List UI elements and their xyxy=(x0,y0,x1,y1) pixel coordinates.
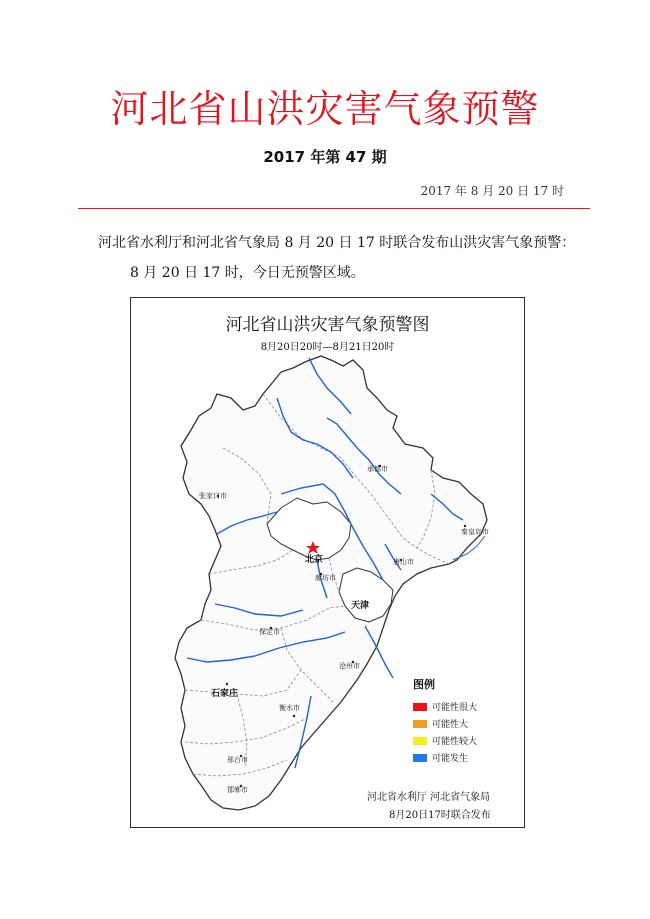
city-label-shijiazhuang: 石家庄 xyxy=(211,689,239,699)
legend-item xyxy=(413,715,477,732)
city-label-qinhuangdao: 秦皇岛市 xyxy=(461,528,489,536)
city-label-langfang: 廊坊市 xyxy=(315,574,336,582)
legend-item xyxy=(413,732,477,749)
city-label-hengshui: 衡水市 xyxy=(279,704,300,712)
legend-label: 可能性很大 xyxy=(432,703,478,713)
legend-swatch-very-likely xyxy=(413,703,427,711)
legend-label: 可能性大 xyxy=(432,720,469,730)
city-label-handan: 邯郸市 xyxy=(227,786,248,794)
document-title: 河北省山洪灾害气象预警 xyxy=(110,87,540,131)
city-label-zhangjiakou: 张家口市 xyxy=(199,492,227,500)
legend-swatch-likely xyxy=(413,720,427,728)
city-label-tianjin: 天津 xyxy=(351,601,370,611)
city-label-cangzhou: 沧州市 xyxy=(339,662,360,670)
red-divider xyxy=(78,208,590,209)
legend-item xyxy=(413,749,477,766)
city-label-beijing: 北京 xyxy=(305,555,324,565)
map-publisher: 河北省水利厅 河北省气象局 xyxy=(367,792,491,803)
map-title: 河北省山洪灾害气象预警图 xyxy=(225,315,430,335)
warning-map xyxy=(130,297,525,828)
legend-swatch-possible xyxy=(413,754,427,762)
issue-number: 2017 年第 47 期 xyxy=(263,148,387,166)
city-label-tangshan: 唐山市 xyxy=(393,558,414,566)
legend-item xyxy=(413,698,477,715)
map-time-range: 8月20日20时—8月21日20时 xyxy=(260,342,395,353)
issue-date: 2017 年 8 月 20 日 17 时 xyxy=(420,184,564,198)
legend-label: 可能性较大 xyxy=(432,737,478,747)
city-label-xingtai: 邢台市 xyxy=(227,756,248,764)
announcement-text: 河北省水利厅和河北省气象局 8 月 20 日 17 时联合发布山洪灾害气象预警： xyxy=(98,235,576,251)
warning-status-text: 8 月 20 日 17 时，今日无预警区域。 xyxy=(130,265,365,281)
legend-label: 可能发生 xyxy=(432,754,469,764)
legend-title: 图例 xyxy=(413,678,435,691)
city-label-chengde: 承德市 xyxy=(367,465,388,473)
city-label-baoding: 保定市 xyxy=(259,628,280,636)
map-publish-time: 8月20日17时联合发布 xyxy=(389,810,491,821)
legend-swatch-fairly-likely xyxy=(413,737,427,745)
map-legend xyxy=(413,676,477,766)
